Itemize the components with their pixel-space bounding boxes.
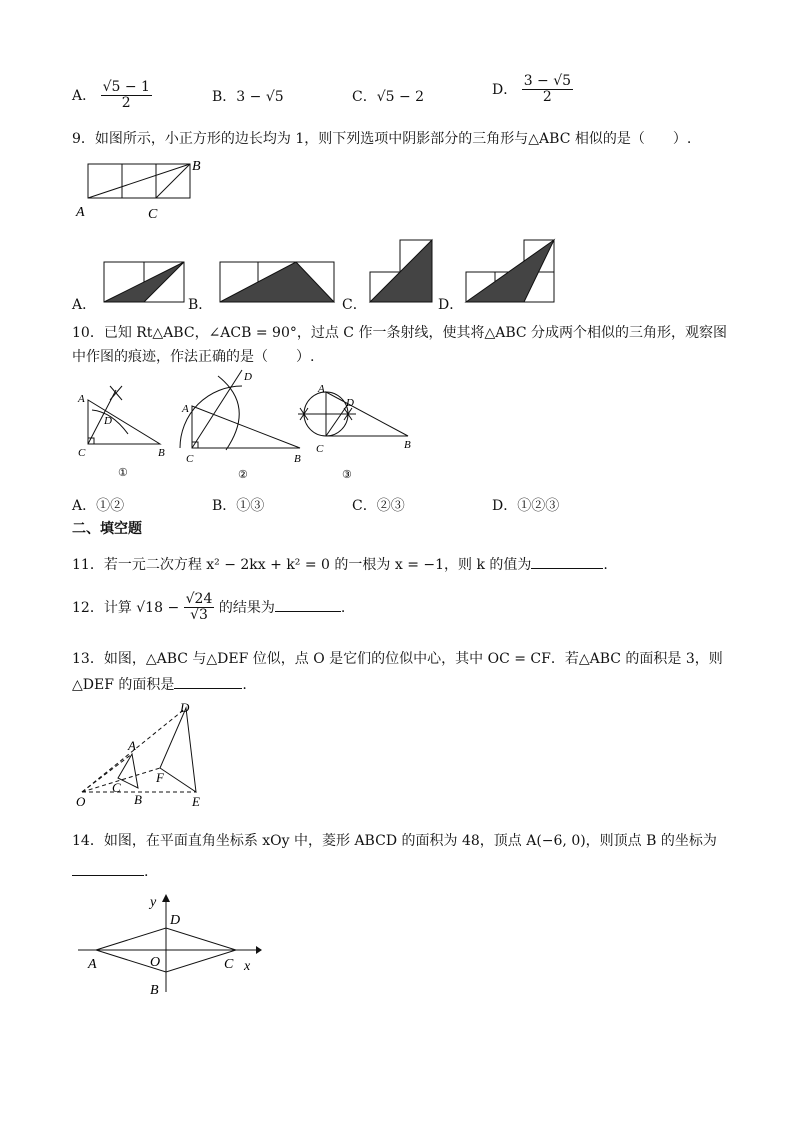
q10f3-label-c: C: [316, 443, 324, 455]
q9-label-c: C: [148, 207, 158, 220]
q9-option-d-figure: [462, 236, 560, 306]
q9-option-a-label: A．: [72, 297, 97, 313]
q9-label-b: B: [192, 159, 201, 174]
q14-label-d: D: [170, 913, 181, 928]
q13-text: △DEF 的面积是: [72, 677, 175, 693]
q10f1-cross-mark: [110, 386, 122, 400]
q13-figure: [72, 698, 222, 810]
q13-label-d: D: [180, 700, 190, 715]
q13-label-b: B: [134, 792, 142, 807]
section-title: 二、填空题: [72, 521, 142, 537]
q9-label-a: A: [76, 205, 85, 220]
q9-side-ab: [88, 164, 190, 198]
q14-label-b: B: [150, 983, 159, 998]
q8-option-a-denominator: 2: [121, 95, 131, 112]
q13-label-c: C: [112, 780, 121, 795]
q10f1-label-c: C: [78, 447, 86, 459]
q14-label-y: y: [150, 895, 157, 910]
q8-option-a-numerator: √5 − 1: [102, 79, 150, 95]
q13-label-a: A: [128, 738, 136, 753]
q14-label-c: C: [224, 957, 234, 972]
q10-option-b: B．①③: [212, 498, 265, 514]
q10f1-label-b: B: [158, 447, 165, 459]
q10f2-label-b: B: [294, 453, 301, 465]
q10-figure-1: [72, 382, 172, 478]
q9-main-figure: [72, 156, 212, 220]
q11-question: [72, 554, 608, 574]
q10f2-label-a: A: [182, 403, 189, 415]
q9b-shaded-triangle: [220, 262, 334, 302]
q14-x-arrow: [256, 946, 262, 954]
q9-option-c-label: C．: [342, 297, 367, 313]
q13-label-e: E: [192, 794, 200, 809]
q10-option-d: D．①②③: [492, 498, 560, 514]
q10f1-label-a: A: [78, 393, 85, 405]
q14-label-x: x: [244, 959, 251, 974]
q10-question-line1: 10．已知 Rt△ABC，∠ACB = 90°，过点 C 作一条射线，使其将△ABC 分成两个相似的三角形，观察图: [72, 325, 728, 341]
q12-question: [72, 592, 345, 624]
q12-end: .: [340, 599, 346, 616]
q8-option-c-label: C．: [352, 89, 377, 105]
q10f3-label-b: B: [404, 439, 411, 451]
q13-label-f: F: [156, 770, 164, 785]
q8-option-d-denominator: 2: [542, 89, 552, 106]
q8-option-d-label: D．: [492, 81, 518, 98]
q10f2-number: ②: [238, 469, 248, 481]
q10f2-triangle: [192, 406, 300, 448]
q14-answer-blank[interactable]: [72, 875, 144, 876]
q13-question-line2: [72, 674, 247, 694]
q8-option-c-value: √5 − 2: [376, 89, 425, 105]
q8-option-d: [492, 74, 573, 106]
q12-answer-blank[interactable]: [275, 611, 341, 612]
q13-question-line1: 13．如图，△ABC 与△DEF 位似，点 O 是它们的位似中心，其中 OC = CF．若△ABC 的面积是 3，则: [72, 651, 723, 667]
q14-question-line2: [72, 864, 148, 880]
q13-end: .: [242, 677, 247, 693]
q10f3-label-d: D: [346, 397, 354, 409]
q8-option-d-numerator: 3 − √5: [523, 73, 572, 89]
q8-option-c: [352, 86, 424, 106]
q13-triangle-abc: [118, 754, 138, 788]
q8-option-b-label: B．: [212, 89, 237, 105]
q8-option-b-value: 3 − √5: [236, 89, 284, 105]
q10-figure-3: [296, 382, 420, 482]
q11-text: 11．若一元二次方程 x² − 2kx + k² = 0 的一根为 x = −1，则 k 的值为: [72, 557, 532, 573]
q12-text: 12．计算 √18 −: [72, 599, 180, 616]
q10f2-label-c: C: [186, 453, 194, 465]
q9-option-d-label: D．: [438, 297, 464, 313]
q14-figure: [72, 888, 268, 1000]
q10f1-triangle: [88, 400, 160, 444]
q12-numerator: √24: [185, 591, 213, 607]
q9d-shaded-triangle: [466, 240, 554, 302]
q14-question-line1: 14．如图，在平面直角坐标系 xOy 中，菱形 ABCD 的面积为 48，顶点 A(−6, 0)，则顶点 B 的坐标为: [72, 833, 717, 849]
q10f2-label-d: D: [244, 371, 252, 383]
q13-triangle-def: [160, 708, 196, 792]
q8-option-a: [72, 80, 152, 112]
q12-denominator: √3: [190, 607, 208, 624]
q14-label-a: A: [88, 957, 97, 972]
q14-label-o: O: [150, 955, 161, 970]
q10f3-number: ③: [342, 469, 352, 481]
q12-text-after: 的结果为: [218, 599, 275, 616]
q13-line-oa: [82, 754, 132, 792]
q9-option-a-figure: [100, 258, 190, 306]
q11-answer-blank[interactable]: [531, 568, 603, 569]
q10-figure-2: [176, 366, 308, 482]
q10f3-label-a: A: [318, 383, 325, 395]
q9-option-b-label: B．: [188, 297, 213, 313]
q13-answer-blank[interactable]: [174, 688, 242, 689]
q14-y-arrow: [162, 894, 170, 902]
q9c-shaded-triangle: [370, 240, 432, 302]
q11-end: .: [603, 557, 608, 573]
q9-side-cb: [156, 164, 190, 198]
q14-end: .: [144, 864, 149, 880]
q10f1-number: ①: [118, 467, 128, 478]
q8-option-a-label: A．: [72, 87, 97, 104]
q10-question-line2: 中作图的痕迹，作法正确的是（ ）.: [72, 349, 315, 365]
q13-label-o: O: [76, 794, 86, 809]
q9-question-text: 9．如图所示，小正方形的边长均为 1，则下列选项中阴影部分的三角形与△ABC 相似的是（ ）.: [72, 131, 692, 147]
q10f1-label-d: D: [104, 415, 112, 427]
q9-option-c-figure: [366, 236, 436, 306]
q10-option-a: A．①②: [72, 498, 125, 514]
q9-option-b-figure: [216, 258, 340, 306]
q10-option-c: C．②③: [352, 498, 405, 514]
q8-option-b: [212, 86, 284, 106]
